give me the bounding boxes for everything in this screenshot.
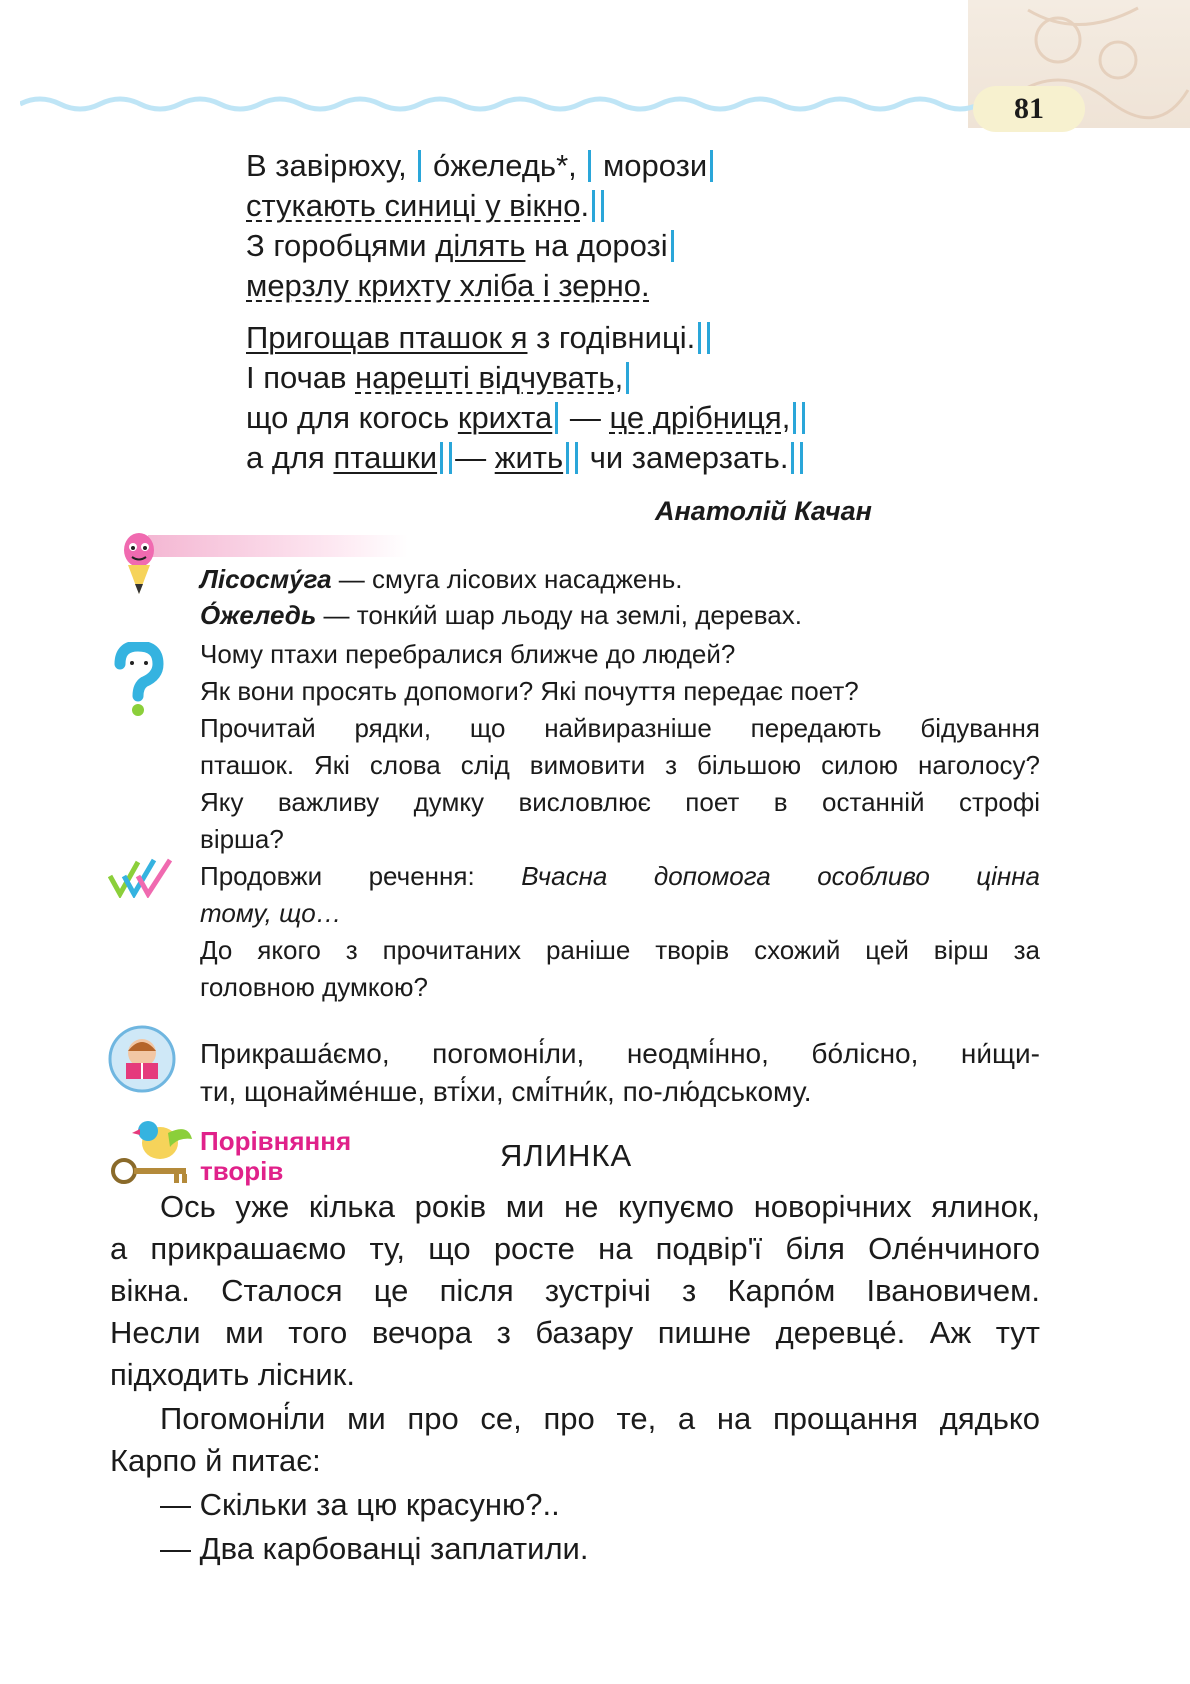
pause-mark (588, 150, 591, 182)
story-p1-line-5: підходить лісник. (110, 1357, 355, 1392)
pause-mark (449, 442, 452, 474)
question-3-line-1: Прочитай рядки, що найвиразніше передають бідування (200, 713, 1040, 743)
pause-mark (802, 402, 805, 434)
poem-line (246, 438, 806, 478)
poem-text: І почав (246, 360, 356, 395)
poem-text: з годівниці. (527, 320, 696, 355)
poem-text: В завірюху, (246, 148, 416, 183)
glossary-term: О́желедь (200, 600, 317, 630)
task-line-1 (200, 859, 1040, 893)
poem-text: — (561, 400, 610, 435)
glossary-band (148, 535, 408, 557)
poem-line (246, 186, 607, 226)
poem-line (246, 398, 808, 438)
question-4-line-2: вірша? (200, 824, 284, 854)
dialogue-line-2: — Два карбованці заплатили. (160, 1531, 589, 1566)
poem-text: , (614, 360, 624, 395)
task-sentence-start: Вчасна допомога особливо цінна (521, 861, 1040, 891)
pause-mark (566, 442, 569, 474)
reading-child-icon (108, 1025, 176, 1093)
pause-mark (800, 442, 803, 474)
pause-mark (698, 322, 701, 354)
poem-line (246, 226, 677, 266)
story-p1-line-1: Ось уже кілька років ми не купуємо новорічних ялинок, (160, 1189, 1040, 1224)
pencil-character-icon (120, 532, 158, 596)
poem-text: о́желедь*, (424, 148, 586, 183)
underlined-phrase: стукають синиці у вікно (246, 188, 581, 223)
poem-text: а для (246, 440, 334, 475)
task-line-2 (200, 896, 1040, 930)
pause-mark (671, 230, 674, 262)
question-2: Як вони просять допомоги? Які почуття передає поет? (200, 676, 859, 706)
checkmarks-icon (108, 858, 182, 898)
glossary-definition: — смуга лісових насаджень. (331, 564, 683, 594)
poem-text: чи замерзать. (581, 440, 789, 475)
poem-author: Анатолій Качан (655, 496, 872, 526)
poem-text: . (580, 188, 590, 223)
pause-mark (418, 150, 421, 182)
question-3-line-2: пташок. Які слова слід вимовити з більшою силою наголосу? (200, 750, 1040, 780)
underlined-phrase: нарешті відчувать (355, 360, 615, 395)
comparison-label-line-2: творів (200, 1156, 284, 1186)
poem-text: — (455, 440, 495, 475)
poem-text: що для когось (246, 400, 458, 435)
question-4-line-1: Яку важливу думку висловлює поет в останній строфі (200, 787, 1040, 817)
underlined-phrase: Пригощав пташок я (246, 320, 528, 355)
pause-mark (575, 442, 578, 474)
question-character-icon (108, 642, 166, 718)
pause-mark (440, 442, 443, 474)
underlined-phrase: це дрібниця (609, 400, 782, 435)
glossary-entry-2 (200, 598, 802, 632)
dialogue-line-1: — Скільки за цю красуню?.. (160, 1487, 560, 1522)
pause-mark (707, 322, 710, 354)
comparison-label (200, 1126, 351, 1186)
glossary-term: Лісосму́га (200, 564, 332, 594)
story-p1-line-3: вікна. Сталося це після зустрічі з Карпо́м Івановичем. (110, 1273, 1040, 1308)
poem-text: на дорозі (525, 228, 668, 263)
pause-mark (555, 402, 558, 434)
underlined-phrase: ділять (435, 228, 526, 263)
story-p2-line-2: Карпо й питає: (110, 1443, 321, 1478)
pause-mark (791, 442, 794, 474)
page-number: 81 (1014, 92, 1044, 125)
poem-line (246, 146, 716, 186)
underlined-phrase: жить (494, 440, 564, 475)
pronunciation-line-2: ти, щонайме́нше, вті́хи, смі́тни́к, по-лю́дському. (200, 1076, 812, 1107)
comparison-label-line-1: Порівняння (200, 1126, 352, 1156)
pause-mark (710, 150, 713, 182)
poem-line (246, 318, 713, 358)
story-title: ЯЛИНКА (500, 1138, 633, 1173)
poem-text: З горобцями (246, 228, 436, 263)
header-wave (20, 92, 1010, 116)
pause-mark (592, 190, 595, 222)
underlined-phrase: крихта (457, 400, 553, 435)
task-sentence-end: тому, що… (200, 898, 342, 928)
glossary-entry-1 (200, 562, 682, 596)
task-prefix: Продовжи речення: (200, 861, 522, 891)
story-p2-line-1: Погомоні́ли ми про се, про те, а на прощання дядько (160, 1401, 1040, 1436)
question-1: Чому птахи перебралися ближче до людей? (200, 639, 736, 669)
bird-key-icon (108, 1113, 196, 1189)
question-5-line-1: До якого з прочитаних раніше творів схожий цей вірш за (200, 935, 1040, 965)
underlined-phrase: мерзлу крихту хліба і зерно. (246, 268, 650, 303)
underlined-phrase: пташки (333, 440, 438, 475)
poem-text: , (781, 400, 791, 435)
poem-line (246, 358, 632, 398)
pause-mark (626, 362, 629, 394)
pause-mark (793, 402, 796, 434)
story-p1-line-4: Несли ми того вечора з базару пишне деревце́. Аж тут (110, 1315, 1040, 1350)
story-p1-line-2: а прикрашаємо ту, що росте на подвір'ї біля Оле́нчиного (110, 1231, 1040, 1266)
pronunciation-line-1: Прикраша́ємо, погомоні́ли, неодмі́нно, бо́лісно, ни́щи- (200, 1038, 1040, 1069)
poem-text: морози (594, 148, 708, 183)
pause-mark (601, 190, 604, 222)
glossary-definition: — тонки́й шар льоду на землі, деревах. (316, 600, 802, 630)
poem-line (246, 266, 650, 306)
question-5-line-2: головною думкою? (200, 972, 428, 1002)
